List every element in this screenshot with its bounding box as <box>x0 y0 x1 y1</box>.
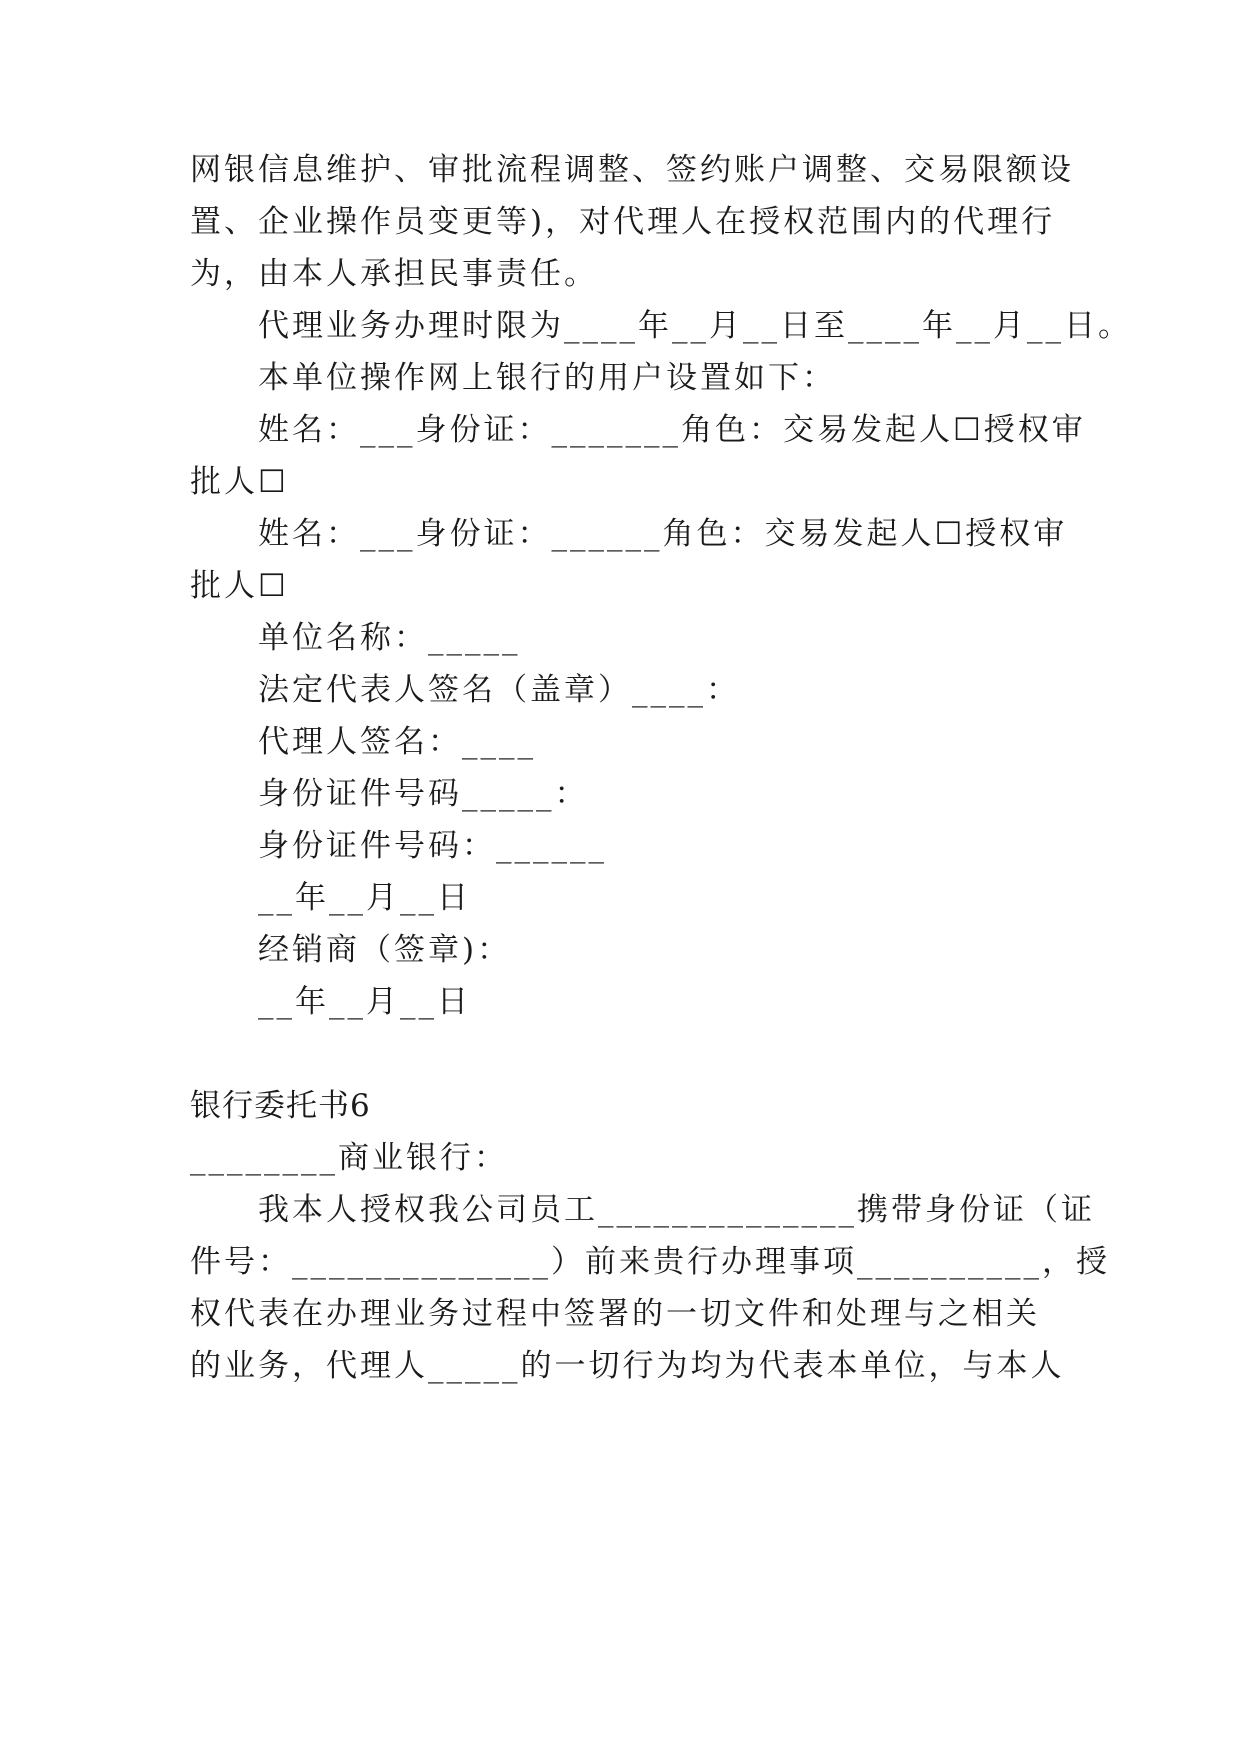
body-text-line: 置、企业操作员变更等)，对代理人在授权范围内的代理行 <box>190 204 1056 240</box>
user-row-1: 姓名：___身份证：_______角色：交易发起人☐授权审 <box>258 412 1086 448</box>
body-text-line: 我本人授权我公司员工______________携带身份证（证 <box>258 1192 1095 1228</box>
term-line: 代理业务办理时限为____年__月__日至____年__月__日。 <box>258 308 1132 344</box>
agent-signature-field: 代理人签名：____ <box>258 724 536 760</box>
id-number-field: 身份证件号码：______ <box>258 828 607 864</box>
user-row-2: 姓名：___身份证：______角色：交易发起人☐授权审 <box>258 516 1068 552</box>
unit-name-field: 单位名称：_____ <box>258 620 521 656</box>
date-field: __年__月__日 <box>258 984 471 1020</box>
body-text-line: 件号：______________）前来贵行办理事项__________，授 <box>190 1244 1110 1280</box>
body-text-line: 网银信息维护、审批流程调整、签约账户调整、交易限额设 <box>190 152 1074 188</box>
user-row-2-cont: 批人☐ <box>190 568 289 604</box>
dealer-seal-field: 经销商（签章)： <box>258 932 512 968</box>
id-number-field: 身份证件号码_____： <box>258 776 589 812</box>
user-settings-intro: 本单位操作网上银行的用户设置如下： <box>258 360 836 396</box>
body-text-line: 为，由本人承担民事责任。 <box>190 256 598 292</box>
addressee-line: ________商业银行： <box>190 1140 508 1176</box>
section-heading: 银行委托书6 <box>190 1088 371 1124</box>
body-text-line: 权代表在办理业务过程中签署的一切文件和处理与之相关 <box>190 1296 1040 1332</box>
user-row-1-cont: 批人☐ <box>190 464 289 500</box>
body-text-line: 的业务，代理人_____的一切行为均为代表本单位，与本人 <box>190 1348 1065 1384</box>
date-field: __年__月__日 <box>258 880 471 916</box>
legal-rep-signature-field: 法定代表人签名（盖章）____： <box>258 672 740 708</box>
